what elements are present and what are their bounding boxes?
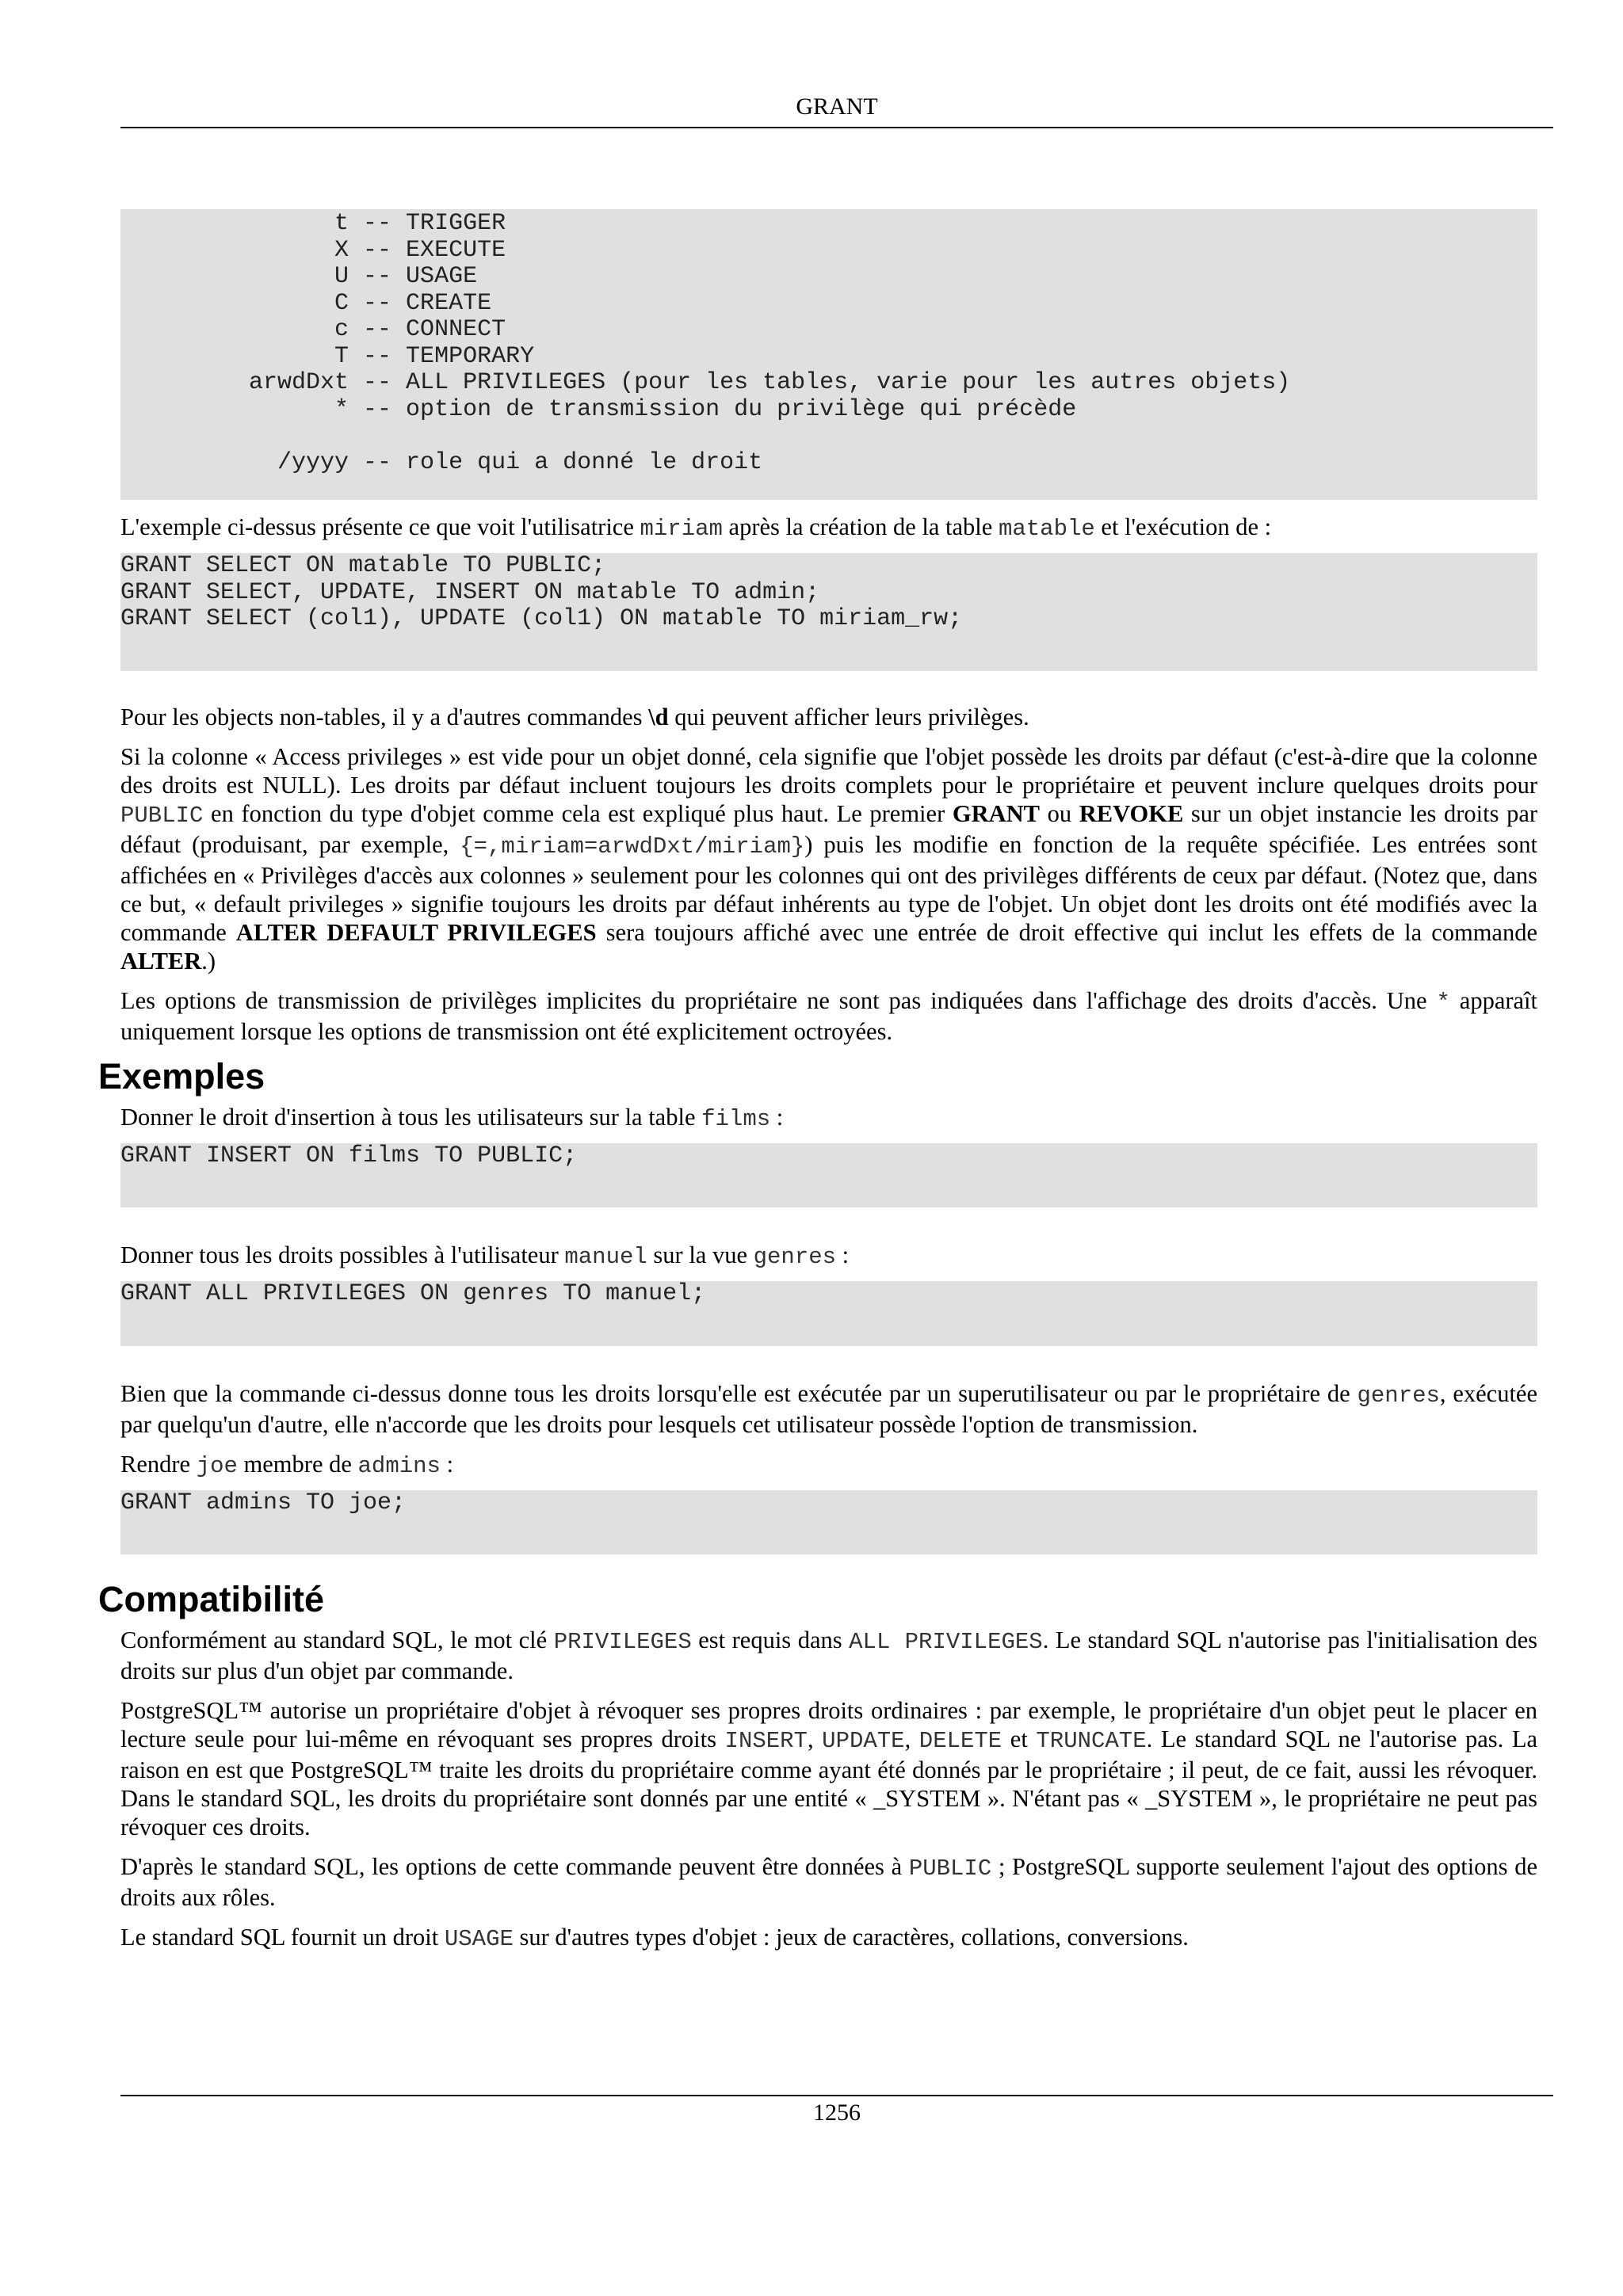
page-content [98, 209, 1538, 1954]
code-block-grants: GRANT SELECT ON matable TO PUBLIC; GRANT SELECT, UPDATE, INSERT ON matable TO admin; GRANT SELECT (col1), UPDATE (col1) ON matable TO miriam_rw; [120, 553, 1537, 671]
paragraph-example: L'exemple ci-dessus présente ce que voit l'utilisatrice miriam après la création de la table matable et l'exécution de : [120, 513, 1272, 542]
paragraph-non-tables: Pour les objects non-tables, il y a d'autres commandes \d qui peuvent afficher leurs privilèges. [120, 703, 1029, 730]
code-block-example-2: GRANT ALL PRIVILEGES ON genres TO manuel; [120, 1281, 1537, 1346]
page-header: GRANT [796, 93, 878, 120]
paragraph-compat-2: PostgreSQL™ autorise un propriétaire d'objet à révoquer ses propres droits ordinaires : par exemple, le propriétaire d'un objet peut le placer en lecture seule pour lui-même en révoquant ses propres droits INSERT, UPDATE, DELETE et TRUNCATE. Le standard SQL ne l'autorise pas. La raison en est que PostgreSQL™ traite les droits du propriétaire comme ayant été donnés par le propriétaire ; il peut, de ce fait, aussi les révoquer. Dans le standard SQL, les droits du propriétaire sont donnés par une entité « _SYSTEM ». N'étant pas « _SYSTEM », le propriétaire ne peut pas révoquer ces droits. [120, 1697, 1537, 1840]
paragraph-example-2: Donner tous les droits possibles à l'utilisateur manuel sur la vue genres : [120, 1241, 850, 1270]
paragraph-compat-3: D'après le standard SQL, les options de cette commande peuvent être données à PUBLIC ; PostgreSQL supporte seulement l'ajout des options de droits aux rôles. [120, 1853, 1537, 1911]
code-block-privileges: t -- TRIGGER X -- EXECUTE U -- USAGE C -- CREATE c -- CONNECT T -- TEMPORARY arwdDxt -- ALL PRIVILEGES (pour les tables, varie pour les autres objets) * -- option de transmission du privilège qui précède /yyyy -- role qui a donné le droit [120, 209, 1537, 500]
page-number: 1256 [813, 2100, 861, 2126]
code-block-example-3: GRANT admins TO joe; [120, 1490, 1537, 1555]
section-heading-compatibility: Compatibilité [98, 1579, 325, 1619]
section-heading-examples: Exemples [98, 1055, 265, 1097]
paragraph-example-3: Rendre joe membre de admins : [120, 1450, 454, 1479]
paragraph-example-1: Donner le droit d'insertion à tous les utilisateurs sur la table films : [120, 1103, 784, 1132]
paragraph-superuser: Bien que la commande ci-dessus donne tous les droits lorsqu'elle est exécutée par un superutilisateur ou par le propriétaire de genres, exécutée par quelqu'un d'autre, elle n'accorde que les droits pour lesquels cet utilisateur possède l'option de transmission. [120, 1379, 1538, 1438]
footer-rule [120, 2095, 1553, 2096]
code-block-example-1: GRANT INSERT ON films TO PUBLIC; [120, 1143, 1537, 1208]
paragraph-compat-1: Conformément au standard SQL, le mot clé PRIVILEGES est requis dans ALL PRIVILEGES. Le standard SQL n'autorise pas l'initialisation des droits sur plus d'un objet par commande. [120, 1627, 1538, 1684]
paragraph-access-privileges: Si la colonne « Access privileges » est vide pour un objet donné, cela signifie que l'objet possède les droits par défaut (c'est-à-dire que la colonne des droits est NULL). Les droits par défaut incluent toujours les droits complets pour le propriétaire et peuvent inclure quelques droits pour PUBLIC en fonction du type d'objet comme cela est expliqué plus haut. Le premier GRANT ou REVOKE sur un objet instancie les droits par défaut (produisant, par exemple, {=,miriam=arwdDxt/miriam}) puis les modifie en fonction de la requête spécifiée. Les entrées sont affichées en « Privilèges d'accès aux colonnes » seulement pour les colonnes qui ont des privilèges différents de ceux par défaut. (Notez que, dans ce but, « default privileges » signifie toujours les droits par défaut inhérents au type de l'objet. Un objet dont les droits ont été modifiés avec la commande ALTER DEFAULT PRIVILEGES sera toujours affiché avec une entrée de droit effective qui inclut les effets de la commande ALTER.) [120, 742, 1538, 974]
paragraph-compat-4: Le standard SQL fournit un droit USAGE sur d'autres types d'objet : jeux de caractères, collations, conversions. [120, 1924, 1189, 1952]
header-rule [120, 127, 1553, 128]
paragraph-grant-options: Les options de transmission de privilèges implicites du propriétaire ne sont pas indiquées dans l'affichage des droits d'accès. Une * apparaît uniquement lorsque les options de transmission ont été explicitement octroyées. [120, 986, 1537, 1045]
